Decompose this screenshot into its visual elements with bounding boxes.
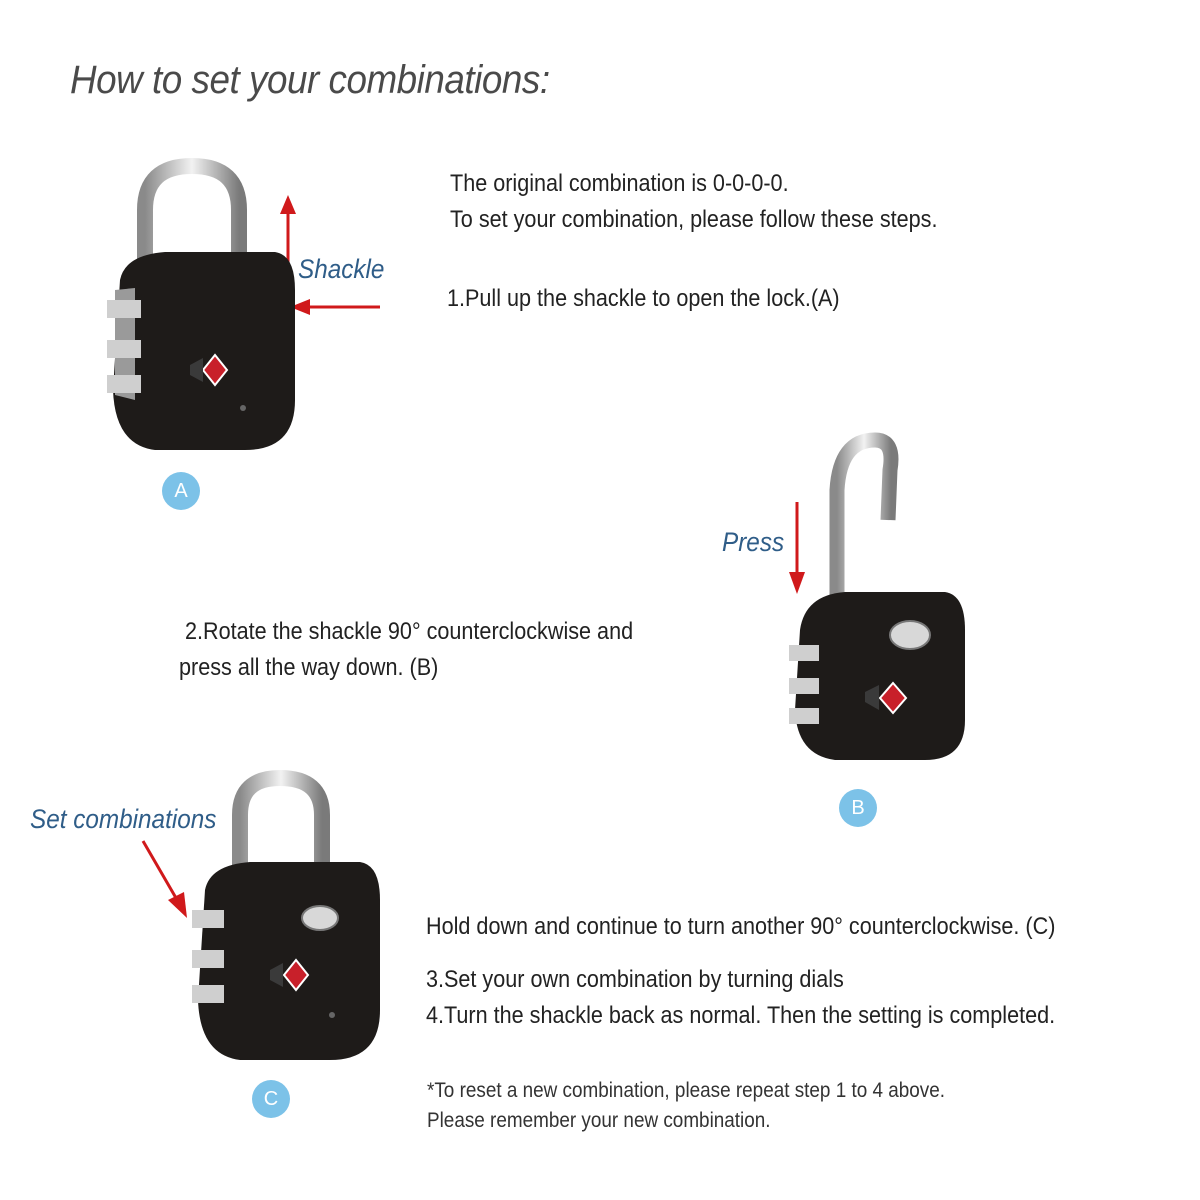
badge-b: B xyxy=(839,789,877,827)
note-line-1: *To reset a new combination, please repeat step 1 to 4 above. xyxy=(427,1079,945,1102)
step-c-text: Hold down and continue to turn another 90° counterclockwise. (C) xyxy=(426,913,1056,940)
step-4-text: 4.Turn the shackle back as normal. Then the setting is completed. xyxy=(426,1002,1056,1029)
step-3-text: 3.Set your own combination by turning dials xyxy=(426,966,844,993)
page-title: How to set your combinations: xyxy=(70,58,550,102)
step-2-line-2: press all the way down. (B) xyxy=(179,654,439,681)
set-combinations-label: Set combinations xyxy=(30,804,217,834)
note-line-2: Please remember your new combination. xyxy=(427,1109,771,1132)
intro-line-2: To set your combination, please follow these steps. xyxy=(450,206,938,233)
intro-line-1: The original combination is 0-0-0-0. xyxy=(450,170,789,197)
badge-a: A xyxy=(162,472,200,510)
lock-b-illustration xyxy=(785,430,985,770)
press-label: Press xyxy=(722,527,785,557)
lock-a-illustration xyxy=(95,160,315,460)
badge-c: C xyxy=(252,1080,290,1118)
step-2-line-1: 2.Rotate the shackle 90° counterclockwise and xyxy=(185,618,634,645)
shackle-label: Shackle xyxy=(298,254,385,284)
step-1-text: 1.Pull up the shackle to open the lock.(A) xyxy=(447,285,840,312)
lock-c-illustration xyxy=(180,770,400,1070)
